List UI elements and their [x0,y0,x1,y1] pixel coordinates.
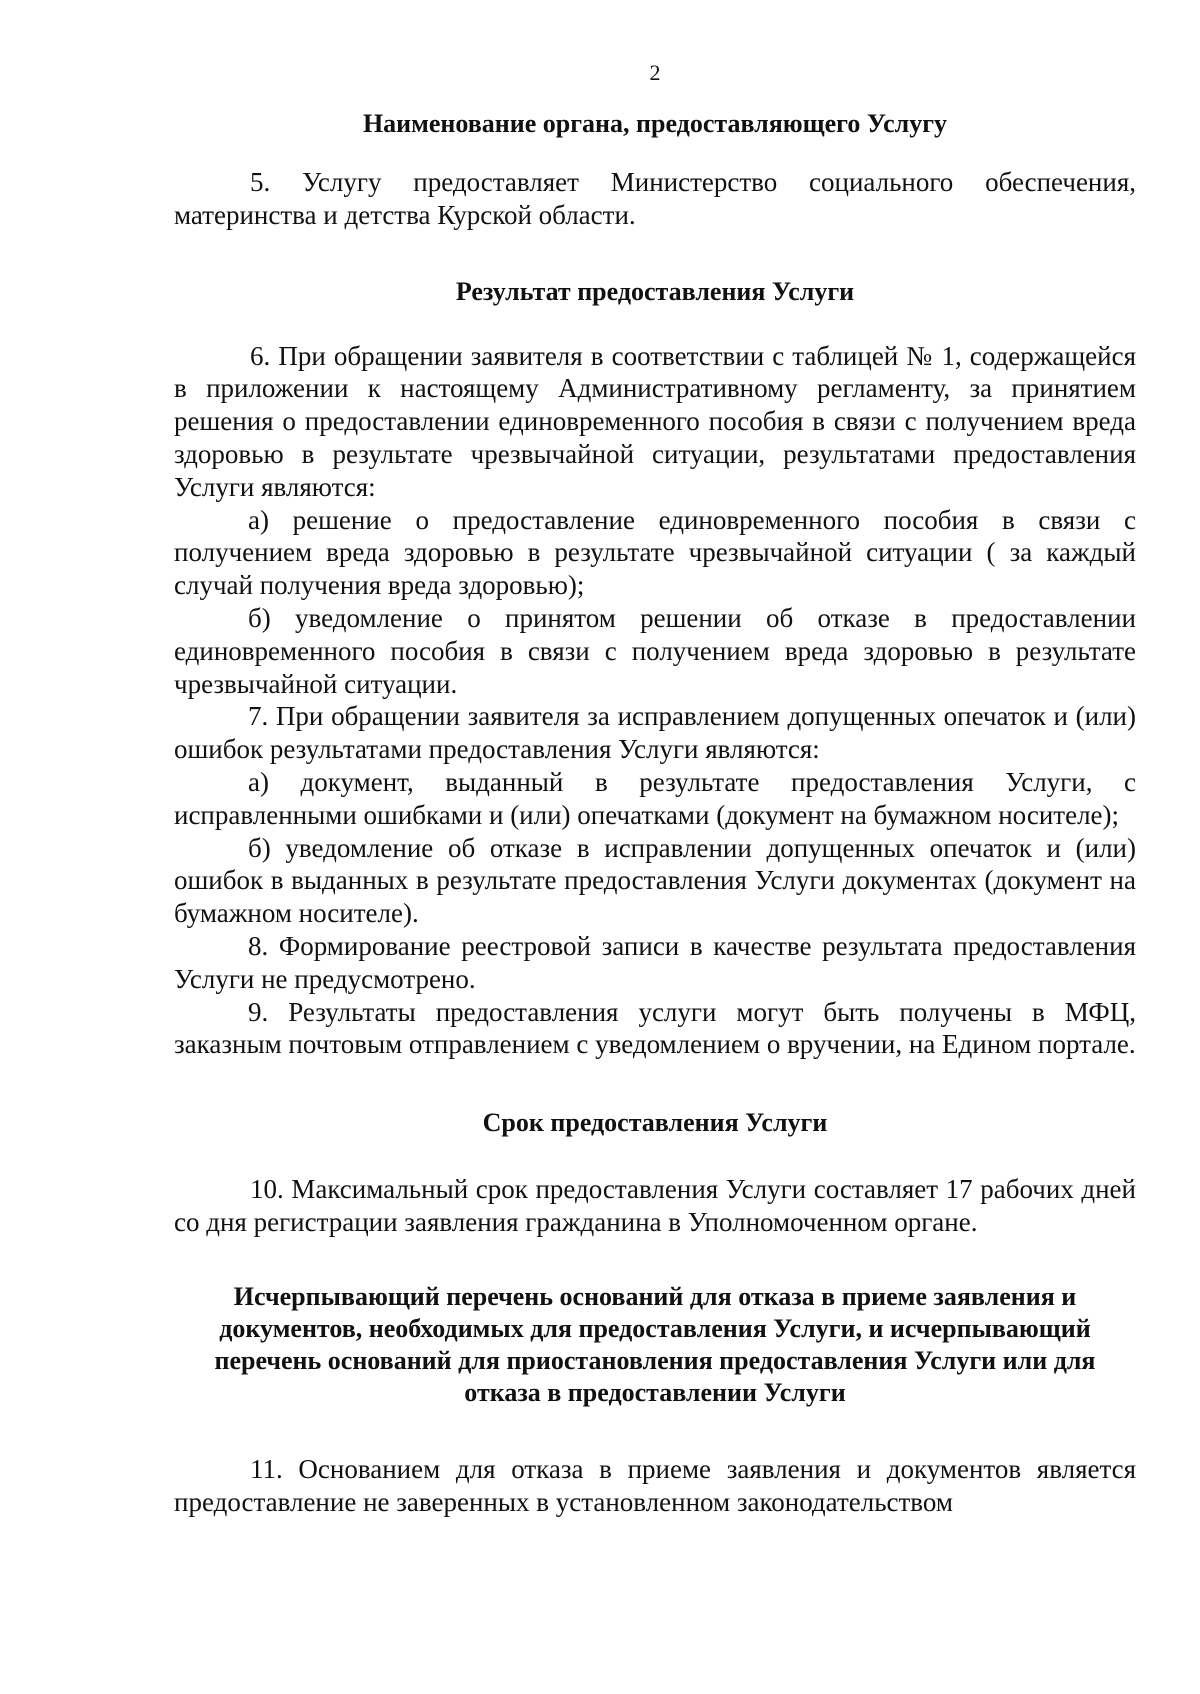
paragraph-5: 5. Услугу предоставляет Министерство социального обеспечения, материнства и детства Курской области. [174,167,1136,230]
page-number: 2 [649,60,661,85]
paragraph-11: 11. Основанием для отказа в приеме заявления и документов является предоставление не заверенных в установленном законодательством [174,1453,1136,1517]
paragraph-8: 8. Формирование реестровой записи в качестве результата предоставления Услуги не предусмотрено. [174,930,1136,994]
paragraph-10: 10. Максимальный срок предоставления Услуги составляет 17 рабочих дней со дня регистрации заявления гражданина в Уполномоченном органе. [174,1174,1136,1237]
paragraph-7a: а) документ, выданный в результате предоставления Услуги, с исправленными ошибками и (или) опечатками (документ на бумажном носителе); [174,766,1136,830]
paragraph-6a: а) решение о предоставление единовременного пособия в связи с получением вреда здоровью в результате чрезвычайной ситуации ( за каждый случай получения вреда здоровью); [174,504,1136,601]
paragraph-7b: б) уведомление об отказе в исправлении допущенных опечаток и (или) ошибок в выданных в результате предоставления Услуги документах (документ на бумажном носителе). [174,832,1136,929]
paragraph-6: 6. При обращении заявителя в соответствии с таблицей № 1, содержащейся в приложении к настоящему Административному регламенту, за принятием решения о предоставлении единовременного пособия в связи с получением вреда здоровью в результате чрезвычайной ситуации, результатами предоставления Услуги являются: [174,340,1136,502]
paragraph-7: 7. При обращении заявителя за исправлением допущенных опечаток и (или) ошибок результатами предоставления Услуги являются: [174,701,1136,765]
heading-result: Результат предоставления Услуги [455,276,855,306]
heading-term: Срок предоставления Услуги [482,1108,828,1138]
heading-refusal-grounds: Исчерпывающий перечень оснований для отказа в приеме заявления и документов, необходимых для предоставления Услуги, и исчерпывающий перечень оснований для приостановления предоставления Услуги или для отказа в предоставлении Услуги [214,1281,1096,1407]
page-content [174,58,1136,1518]
heading-issuing-body: Наименование органа, предоставляющего Услугу [362,109,948,138]
paragraph-6b: б) уведомление о принятом решении об отказе в предоставлении единовременного пособия в связи с получением вреда здоровью в результате чрезвычайной ситуации. [174,602,1136,699]
paragraph-9: 9. Результаты предоставления услуги могут быть получены в МФЦ, заказным почтовым отправлением с уведомлением о вручении, на Едином портале. [174,996,1136,1060]
